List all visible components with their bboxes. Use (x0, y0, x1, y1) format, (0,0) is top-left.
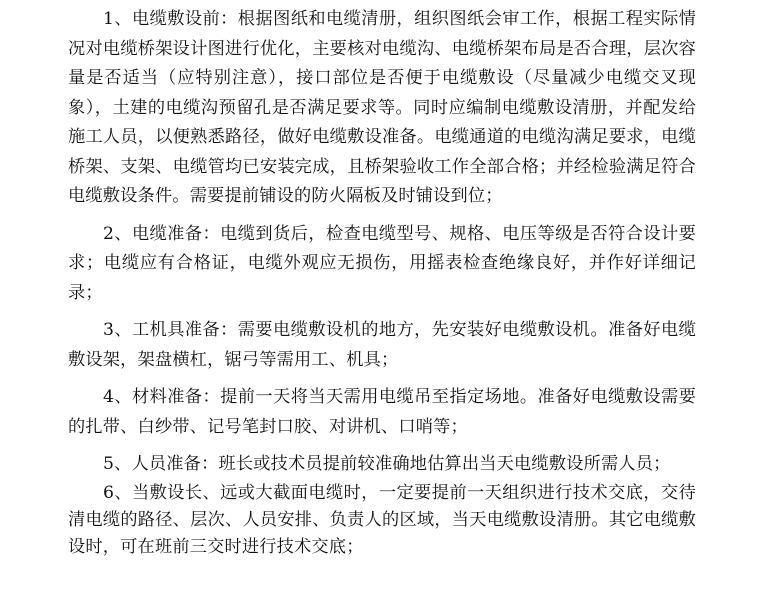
paragraph-6-technical-briefing: 6、当敷设长、远或大截面电缆时，一定要提前一天组织进行技术交底，交待清电缆的路径、层次、人员安排、负责人的区域，当天电缆敷设清册。其它电缆敷设时，可在班前三交时进行技术交底； (68, 482, 696, 557)
paragraph-5-personnel-prep: 5、人员准备：班长或技术员提前较准确地估算出当天电缆敷设所需人员； (103, 454, 671, 474)
paragraph-2-cable-prep: 2、电缆准备：电缆到货后，检查电缆型号、规格、电压等级是否符合设计要求；电缆应有合格证，电缆外观应无损伤，用摇表检查绝缘良好，并作好详细记录； (68, 223, 696, 303)
paragraph-4-material-prep: 4、材料准备：提前一天将当天需用电缆吊至指定场地。准备好电缆敷设需要的扎带、白纱带、记号笔封口胶、对讲机、口哨等； (68, 387, 696, 437)
paragraph-gap (68, 375, 696, 383)
document-body (68, 0, 696, 592)
paragraph-gap (68, 442, 696, 450)
paragraph-1-cable-laying-prep: 1、电缆敷设前：根据图纸和电缆清册，组织图纸会审工作，根据工程实际情况对电缆桥架设计图进行优化，主要核对电缆沟、电缆桥架布局是否合理，层次容量是否适当（应特别注意），接口部位是否便于电缆敷设（尽量减少电缆交叉现象），土建的电缆沟预留孔是否满足要求等。同时应编制电缆敷设清册，并配发给施工人员，以便熟悉路径，做好电缆敷设准备。电缆通道的电缆沟满足要求，电缆桥架、支架、电缆管均已安装完成，且桥架验收工作全部合格；并经检验满足符合电缆敷设条件。需要提前铺设的防火隔板及时铺设到位； (68, 9, 696, 206)
paragraph-3-tool-prep: 3、工机具准备：需要电缆敷设机的地方，先安装好电缆敷设机。准备好电缆敷设架，架盘横杠，锯弓等需用工、机具； (68, 320, 696, 370)
paragraph-gap (68, 308, 696, 316)
paragraph-gap (68, 212, 696, 220)
